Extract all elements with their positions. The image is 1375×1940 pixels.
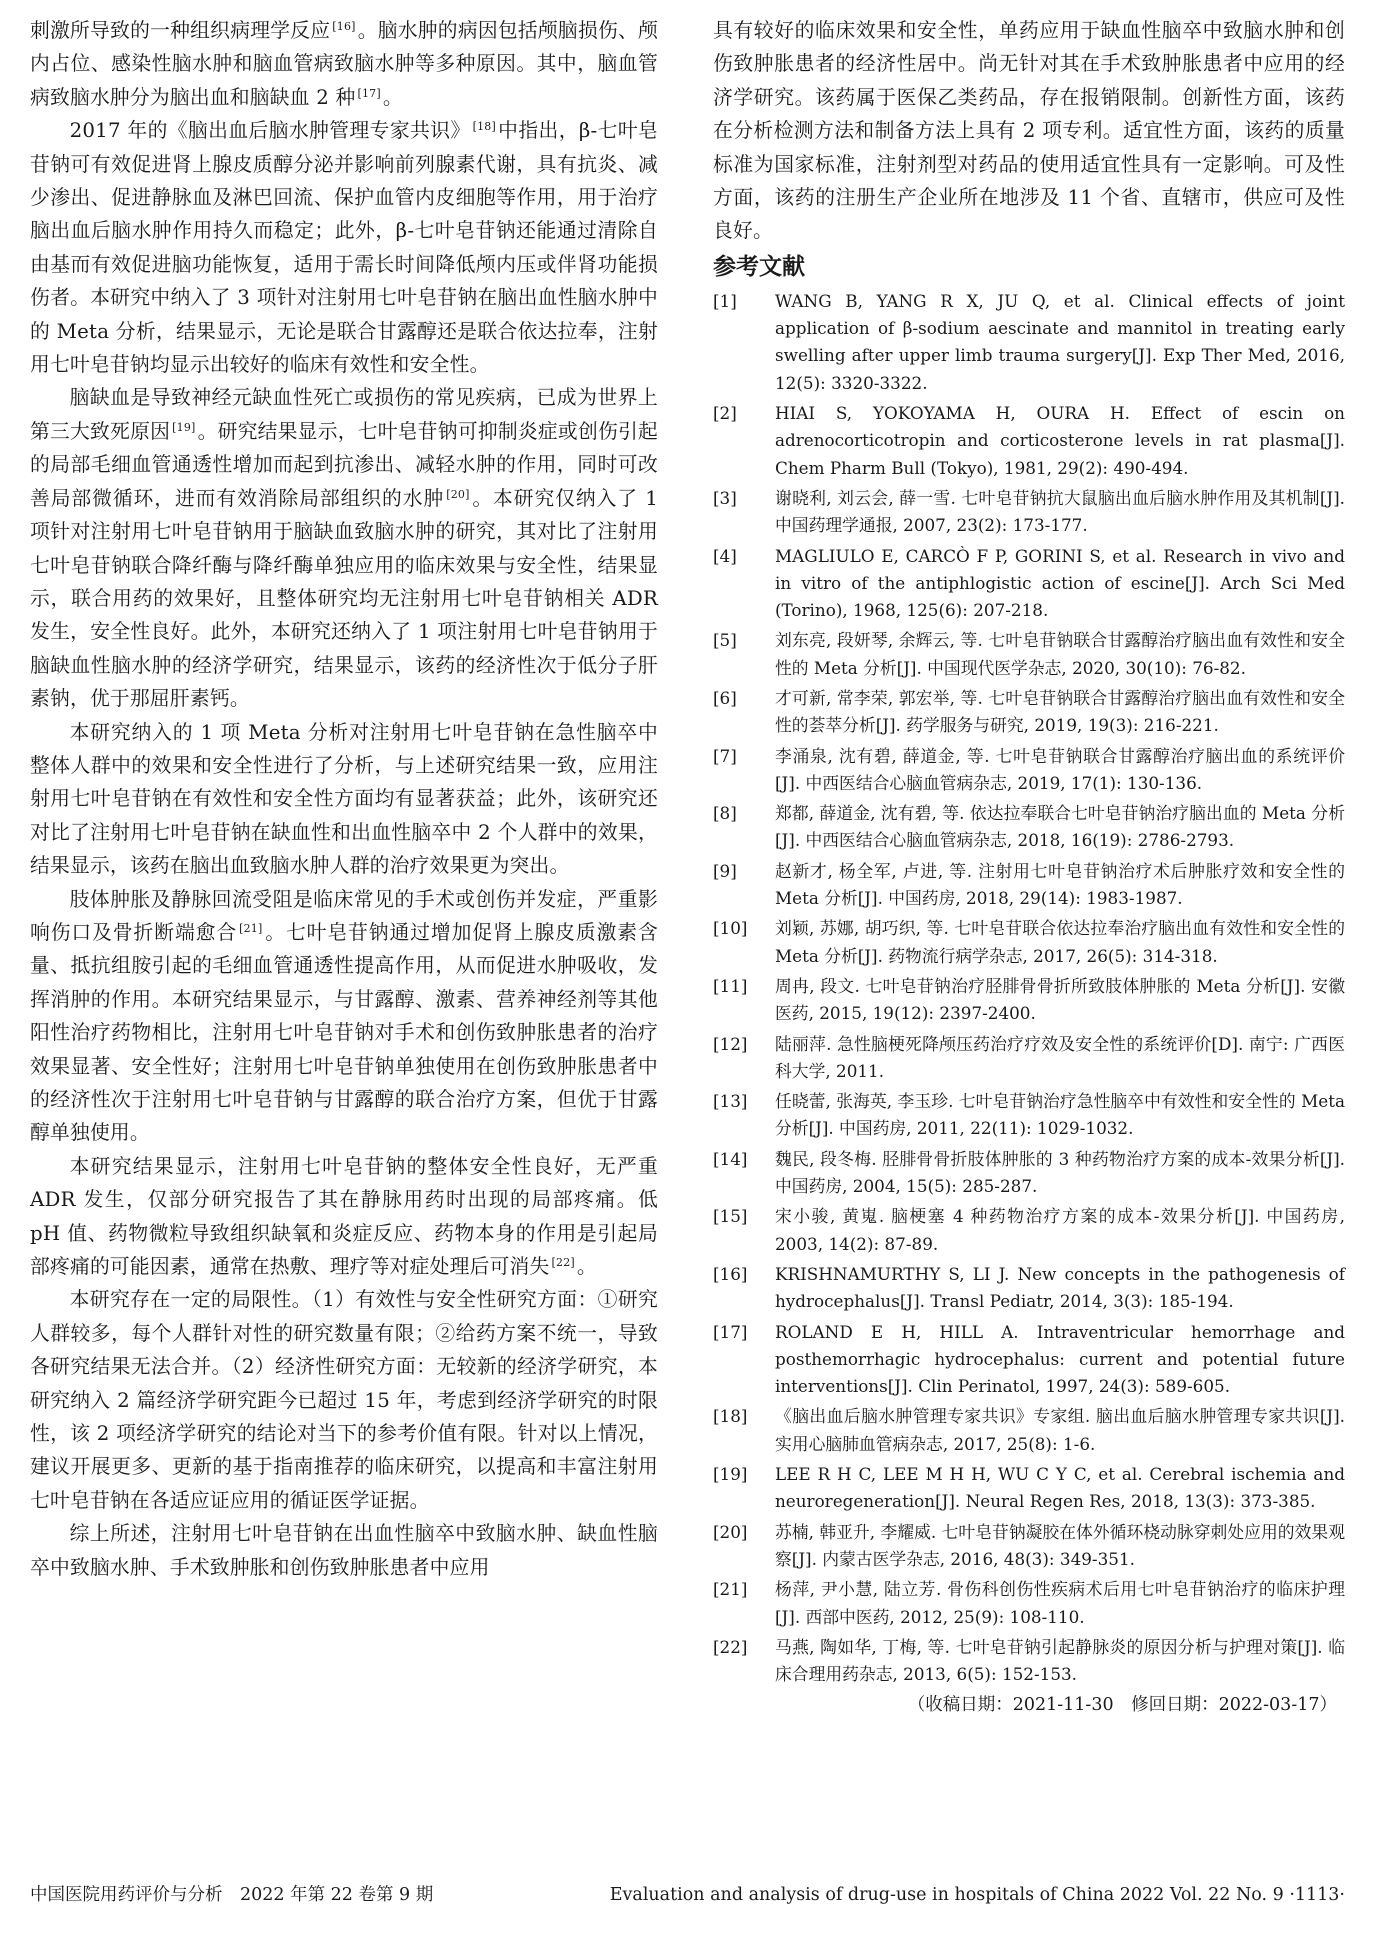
- references-heading: 参考文献: [713, 253, 805, 280]
- paragraph-text: 。: [576, 1255, 597, 1279]
- reference-text: LEE R H C, LEE M H H, WU C Y C, et al. Cerebral ischemia and neuroregeneration[J]. Neural Regen Res, 2018, 13(3): 373-385.: [775, 1464, 1345, 1512]
- reference-text: 赵新才, 杨全军, 卢进, 等. 注射用七叶皂苷钠治疗术后肿胀疗效和安全性的 Meta 分析[J]. 中国药房, 2018, 29(14): 1983-1987.: [775, 860, 1345, 909]
- reference-number: [14]: [713, 1148, 748, 1169]
- reference-number: [16]: [713, 1263, 748, 1284]
- body-paragraph: [30, 1283, 658, 1517]
- reference-number: [2]: [713, 403, 737, 424]
- reference-text: 马燕, 陶如华, 丁梅, 等. 七叶皂苷钠引起静脉炎的原因分析与护理对策[J]. 临床合理用药杂志, 2013, 6(5): 152-153.: [775, 1636, 1345, 1685]
- reference-text: 才可新, 常李荣, 郭宏举, 等. 七叶皂苷钠联合甘露醇治疗脑出血有效性和安全性的荟萃分析[J]. 药学服务与研究, 2019, 19(3): 216-221.: [775, 688, 1345, 736]
- paragraph-text: 。: [382, 85, 403, 109]
- body-paragraph: [713, 14, 1345, 248]
- reference-text: 谢晓利, 刘云会, 薛一雪. 七叶皂苷钠抗大鼠脑出血后脑水肿作用及其机制[J]. 中国药理学通报, 2007, 23(2): 173-177.: [775, 487, 1345, 536]
- left-body-text: [30, 14, 658, 1584]
- reference-number: [1]: [713, 290, 737, 311]
- reference-item: [713, 1261, 1345, 1316]
- reference-number: [6]: [713, 688, 737, 708]
- reference-item: [713, 800, 1345, 855]
- paragraph-text: 。七叶皂苷钠通过增加促肾上腺皮质激素含量、抵抗组胺引起的毛细血管通透性提高作用，从而促进水肿吸收，发挥消肿的作用。本研究结果显示，与甘露醇、激素、营养神经剂等其他阳性治疗药物相比，注射用七叶皂苷钠对手术和创伤致肿胀患者的治疗效果显著、安全性好；注射用七叶皂苷钠单独使用在创伤致肿胀患者中的经济性次于注射用七叶皂苷钠与甘露醇的联合治疗方案，但优于甘露醇单独使用。: [30, 920, 658, 1145]
- reference-number: [9]: [713, 860, 737, 881]
- body-paragraph: [30, 381, 658, 715]
- body-paragraph: [30, 716, 658, 883]
- reference-number: [12]: [713, 1033, 748, 1054]
- reference-number: [20]: [713, 1521, 748, 1542]
- paragraph-text: 2017 年的《脑出血后脑水肿管理专家共识》: [69, 119, 471, 143]
- reference-item: [713, 1461, 1345, 1516]
- citation-marker: [22]: [551, 1256, 575, 1270]
- reference-item: [713, 1088, 1345, 1143]
- paragraph-text: 具有较好的临床效果和安全性，单药应用于缺血性脑卒中致脑水肿和创伤致肿胀患者的经济性居中。尚无针对其在手术致肿胀患者中应用的经济学研究。该药属于医保乙类药品，存在报销限制。创新性方面，该药在分析检测方法和制备方法上具有 2 项专利。适宜性方面，该药的质量标准为国家标准，注射剂型对药品的使用适宜性具有一定影响。可及性方面，该药的注册生产企业所在地涉及 11 个省、直辖市，供应可及性良好。: [713, 19, 1345, 243]
- reference-item: [713, 288, 1345, 397]
- reference-number: [22]: [713, 1636, 748, 1657]
- reference-number: [15]: [713, 1206, 748, 1227]
- reference-item: [713, 685, 1345, 740]
- left-column: [30, 14, 658, 1584]
- right-body-text: [713, 14, 1345, 248]
- reference-text: 宋小骏, 黄嵬. 脑梗塞 4 种药物治疗方案的成本-效果分析[J]. 中国药房, 2003, 14(2): 87-89.: [775, 1206, 1345, 1254]
- paragraph-text: 。脑水肿的病因包括颅脑损伤、颅内占位、感染性脑水肿和脑血管病致脑水肿等多种原因。其中，脑血管病致脑水肿分为脑出血和脑缺血 2 种: [30, 19, 658, 109]
- reference-text: 刘颖, 苏娜, 胡巧织, 等. 七叶皂苷联合依达拉奉治疗脑出血有效性和安全性的 Meta 分析[J]. 药物流行病学杂志, 2017, 26(5): 314-318.: [775, 918, 1345, 966]
- body-paragraph: [30, 1150, 658, 1284]
- reference-item: [713, 915, 1345, 970]
- reference-text: 郑都, 薛道金, 沈有碧, 等. 依达拉奉联合七叶皂苷钠治疗脑出血的 Meta 分析[J]. 中西医结合心脑血管病杂志, 2018, 16(19): 2786-2793.: [775, 803, 1345, 851]
- page-footer: [30, 1880, 1345, 1910]
- reference-item: [713, 543, 1345, 625]
- body-paragraph: [30, 114, 658, 381]
- footer-journal-en: Evaluation and analysis of drug-use in hospitals of China 2022 Vol. 22 No. 9 ·1113·: [609, 1885, 1345, 1905]
- reference-item: [713, 1403, 1345, 1458]
- reference-text: 《脑出血后脑水肿管理专家共识》专家组. 脑出血后脑水肿管理专家共识[J]. 实用心脑肺血管病杂志, 2017, 25(8): 1-6.: [775, 1406, 1345, 1454]
- reference-text: 李涌泉, 沈有碧, 薛道金, 等. 七叶皂苷钠联合甘露醇治疗脑出血的系统评价[J]. 中西医结合心脑血管病杂志, 2019, 17(1): 130-136.: [775, 745, 1345, 793]
- body-paragraph: [30, 1517, 658, 1584]
- right-column: [713, 14, 1345, 1719]
- reference-text: ROLAND E H, HILL A. Intraventricular hemorrhage and posthemorrhagic hydrocephalus: current and potential future interventions[J]. Clin Perinatol, 1997, 24(3): 589-605.: [775, 1321, 1345, 1397]
- reference-item: [713, 1634, 1345, 1689]
- citation-marker: [17]: [357, 86, 381, 100]
- body-paragraph: [30, 14, 658, 114]
- reference-number: [5]: [713, 630, 737, 651]
- citation-marker: [20]: [446, 487, 470, 501]
- reference-number: [21]: [713, 1579, 748, 1600]
- reference-item: [713, 858, 1345, 913]
- body-paragraph: [30, 883, 658, 1150]
- reference-number: [11]: [713, 975, 748, 996]
- reference-number: [4]: [713, 545, 737, 566]
- reference-text: 任晓蕾, 张海英, 李玉珍. 七叶皂苷钠治疗急性脑卒中有效性和安全性的 Meta 分析[J]. 中国药房, 2011, 22(11): 1029-1032.: [775, 1091, 1345, 1139]
- paragraph-text: 本研究纳入的 1 项 Meta 分析对注射用七叶皂苷钠在急性脑卒中整体人群中的效果和安全性进行了分析，与上述研究结果一致，应用注射用七叶皂苷钠在有效性和安全性方面均有显著获益；此外，该研究还对比了注射用七叶皂苷钠在缺血性和出血性脑卒中 2 个人群中的效果，结果显示，该药在脑出血致脑水肿人群的治疗效果更为突出。: [30, 720, 658, 878]
- reference-text: HIAI S, YOKOYAMA H, OURA H. Effect of escin on adrenocorticotropin and corticosterone levels in rat plasma[J]. Chem Pharm Bull (Tokyo), 1981, 29(2): 490-494.: [775, 403, 1345, 478]
- reference-text: 刘东亮, 段妍琴, 余辉云, 等. 七叶皂苷钠联合甘露醇治疗脑出血有效性和安全性的 Meta 分析[J]. 中国现代医学杂志, 2020, 30(10): 76-82.: [775, 630, 1345, 678]
- reference-text: KRISHNAMURTHY S, LI J. New concepts in the pathogenesis of hydrocephalus[J]. Transl Pediatr, 2014, 3(3): 185-194.: [775, 1263, 1345, 1312]
- reference-number: [3]: [713, 487, 737, 508]
- reference-text: MAGLIULO E, CARCÒ F P, GORINI S, et al. Research in vivo and in vitro of the antiphlogistic action of escine[J]. Arch Sci Med (Torino), 1968, 125(6): 207-218.: [775, 545, 1345, 621]
- footer-journal-cn: 中国医院用药评价与分析 2022 年第 22 卷第 9 期: [30, 1885, 434, 1905]
- reference-item: [713, 1576, 1345, 1631]
- reference-number: [13]: [713, 1091, 748, 1112]
- reference-number: [10]: [713, 918, 748, 939]
- received-dates: （收稿日期：2021-11-30 修回日期：2022-03-17）: [907, 1695, 1337, 1716]
- reference-text: 杨萍, 尹小慧, 陆立芳. 骨伤科创伤性疾病术后用七叶皂苷钠治疗的临床护理[J]. 西部中医药, 2012, 25(9): 108-110.: [775, 1579, 1345, 1627]
- citation-marker: [16]: [332, 20, 356, 33]
- reference-item: [713, 1031, 1345, 1086]
- paragraph-text: 。本研究仅纳入了 1 项针对注射用七叶皂苷钠用于脑缺血致脑水肿的研究，其对比了注射用七叶皂苷钠联合降纤酶与降纤酶单独应用的临床效果与安全性，结果显示，联合用药的效果好，且整体研究均无注射用七叶皂苷钠相关 ADR 发生，安全性良好。此外，本研究还纳入了 1 项注射用七叶皂苷钠用于脑缺血性脑水肿的经济学研究，结果显示，该药的经济性次于低分子肝素钠，优于那屈肝素钙。: [30, 486, 658, 711]
- reference-item: [713, 1319, 1345, 1401]
- paragraph-text: 刺激所导致的一种组织病理学反应: [30, 19, 331, 42]
- paragraph-text: 综上所述，注射用七叶皂苷钠在出血性脑卒中致脑水肿、缺血性脑卒中致脑水肿、手术致肿胀和创伤致肿胀患者中应用: [30, 1522, 658, 1579]
- reference-text: WANG B, YANG R X, JU Q, et al. Clinical effects of joint application of β-sodium aescinate and mannitol in treating early swelling after upper limb trauma surgery[J]. Exp Ther Med, 2016, 12(5): 3320-3322.: [775, 290, 1345, 393]
- reference-item: [713, 400, 1345, 482]
- paragraph-text: 脑缺血是导致神经元缺血性死亡或损伤的常见疾病，已成为世界上第三大致死原因: [30, 386, 658, 443]
- paragraph-text: 本研究存在一定的局限性。（1）有效性与安全性研究方面：①研究人群较多，每个人群针对性的研究数量有限；②给药方案不统一，导致各研究结果无法合并。（2）经济性研究方面：无较新的经济学研究，本研究纳入 2 篇经济学研究距今已超过 15 年，考虑到经济学研究的时限性，该 2 项经济学研究的结论对当下的参考价值有限。针对以上情况，建议开展更多、更新的基于指南推荐的临床研究，以提高和丰富注射用七叶皂苷钠在各适应证应用的循证医学证据。: [30, 1288, 658, 1512]
- references-list: [713, 288, 1345, 1689]
- reference-text: 魏民, 段冬梅. 胫腓骨骨折肢体肿胀的 3 种药物治疗方案的成本-效果分析[J]. 中国药房, 2004, 15(5): 285-287.: [775, 1148, 1345, 1197]
- paragraph-text: 本研究结果显示，注射用七叶皂苷钠的整体安全性良好，无严重 ADR 发生，仅部分研究报告了其在静脉用药时出现的局部疼痛。低 pH 值、药物微粒导致组织缺氧和炎症反应、药物本身的作用是引起局部疼痛的可能因素，通常在热敷、理疗等对症处理后可消失: [30, 1154, 658, 1279]
- paragraph-text: 。研究结果显示，七叶皂苷钠可抑制炎症或创伤引起的局部毛细血管通透性增加而起到抗渗出、减轻水肿的作用，同时可改善局部微循环，进而有效消除局部组织的水肿: [30, 419, 658, 510]
- reference-item: [713, 1146, 1345, 1201]
- reference-number: [17]: [713, 1321, 748, 1342]
- reference-number: [7]: [713, 745, 737, 766]
- reference-item: [713, 743, 1345, 798]
- citation-marker: [18]: [472, 120, 496, 134]
- reference-text: 陆丽萍. 急性脑梗死降颅压药治疗疗效及安全性的系统评价[D]. 南宁: 广西医科大学, 2011.: [775, 1033, 1345, 1081]
- reference-item: [713, 627, 1345, 682]
- reference-item: [713, 1519, 1345, 1574]
- paragraph-text: 肢体肿胀及静脉回流受阻是临床常见的手术或创伤并发症，严重影响伤口及骨折断端愈合: [30, 887, 658, 944]
- reference-number: [18]: [713, 1406, 748, 1427]
- reference-number: [19]: [713, 1464, 748, 1485]
- paragraph-text: 中指出，β-七叶皂苷钠可有效促进肾上腺皮质醇分泌并影响前列腺素代谢，具有抗炎、减少渗出、促进静脉血及淋巴回流、保护血管内皮细胞等作用，用于治疗脑出血后脑水肿作用持久而稳定；此外，β-七叶皂苷钠还能通过清除自由基而有效促进脑功能恢复，适用于需长时间降低颅内压或伴肾功能损伤者。本研究中纳入了 3 项针对注射用七叶皂苷钠在脑出血性脑水肿中的 Meta 分析，结果显示，无论是联合甘露醇还是联合依达拉奉，注射用七叶皂苷钠均显示出较好的临床有效性和安全性。: [30, 119, 658, 377]
- citation-marker: [19]: [172, 420, 196, 434]
- reference-number: [8]: [713, 803, 737, 824]
- reference-text: 苏楠, 韩亚升, 李耀威. 七叶皂苷钠凝胶在体外循环桡动脉穿刺处应用的效果观察[J]. 内蒙古医学杂志, 2016, 48(3): 349-351.: [775, 1521, 1345, 1569]
- citation-marker: [21]: [239, 921, 263, 935]
- reference-item: [713, 485, 1345, 540]
- reference-item: [713, 973, 1345, 1028]
- reference-text: 周冉, 段文. 七叶皂苷钠治疗胫腓骨骨折所致肢体肿胀的 Meta 分析[J]. 安徽医药, 2015, 19(12): 2397-2400.: [775, 975, 1345, 1024]
- reference-item: [713, 1203, 1345, 1258]
